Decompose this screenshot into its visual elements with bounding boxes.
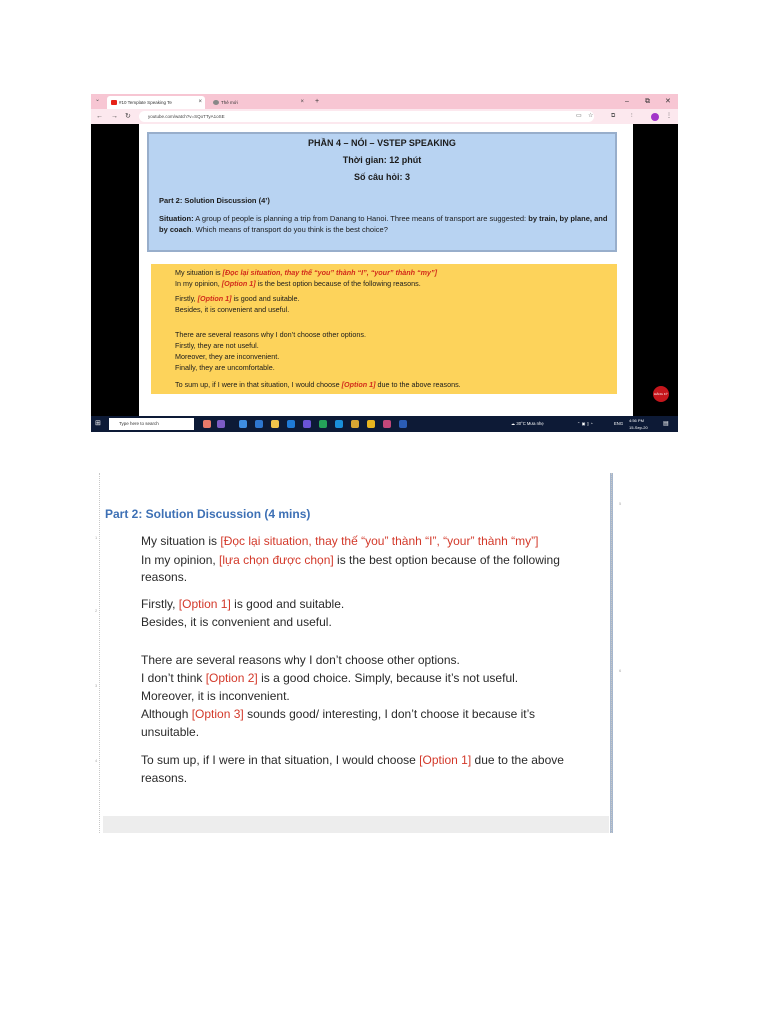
doc-text: is good and suitable. [230, 597, 345, 611]
app-icon[interactable] [383, 420, 391, 428]
right-ruler [611, 473, 623, 833]
taskbar-search-input[interactable]: Type here to search [109, 418, 194, 430]
ruler-mark: 1 [95, 535, 98, 540]
doc-placeholder: [lựa chọn được chọn] [219, 553, 334, 567]
doc-text: I don’t think [141, 671, 206, 685]
doc-text: In my opinion, [141, 553, 220, 567]
task-box [147, 132, 617, 252]
ruler-mark: 5 [619, 501, 622, 506]
doc-text: sounds good/ interesting, I don’t choose it because it’s [243, 707, 536, 721]
doc-line [141, 671, 518, 685]
youtube-icon [111, 100, 117, 105]
answer-line [175, 268, 437, 277]
close-window-button[interactable]: ✕ [665, 98, 671, 105]
tab-search-icon[interactable]: ⌄ [95, 97, 101, 103]
mail-icon[interactable] [287, 420, 295, 428]
doc-line [141, 553, 560, 567]
answer-text: My situation is [175, 268, 223, 277]
clock[interactable] [629, 417, 659, 431]
ruler-mark: 6 [619, 668, 622, 673]
answer-line: There are several reasons why I don’t choose other options. [175, 330, 366, 339]
app-icon[interactable] [255, 420, 263, 428]
word-icon[interactable] [399, 420, 407, 428]
app-icon[interactable] [319, 420, 327, 428]
edge-icon[interactable] [335, 420, 343, 428]
doc-placeholder: [Đọc lại situation, thay thế “you” thành “I”, “your” thành “my”] [220, 534, 539, 548]
install-icon[interactable]: ▭ [576, 113, 582, 119]
forward-icon[interactable]: → [111, 113, 118, 120]
video-player[interactable] [91, 124, 678, 416]
answer-text: is the best option because of the following reasons. [255, 279, 421, 288]
doc-text: due to the above [471, 753, 564, 767]
subscribe-logo[interactable]: ĐĂNG KÝ [653, 386, 669, 402]
doc-text: Although [141, 707, 192, 721]
extensions-icon[interactable]: ⧉ [611, 113, 616, 119]
app-icon[interactable] [239, 420, 247, 428]
weather-icon: ☁ [511, 421, 517, 426]
answer-text: is good and suitable. [231, 294, 300, 303]
close-tab-icon[interactable]: × [198, 99, 202, 105]
browser-screenshot [91, 94, 678, 432]
windows-start-icon[interactable]: ⊞ [95, 420, 101, 427]
situation-text: A group of people is planning a trip from Danang to Hanoi. Three means of transport are suggested: [193, 214, 529, 223]
slide-time: Thời gian: 12 phút [342, 155, 422, 165]
slide-questions: Số câu hỏi: 3 [353, 172, 410, 182]
chrome-icon[interactable] [367, 420, 375, 428]
doc-text: Firstly, [141, 597, 179, 611]
left-ruler [94, 473, 100, 833]
slide-situation [159, 213, 609, 235]
doc-line [141, 707, 535, 721]
doc-placeholder: [Option 3] [191, 707, 244, 721]
answer-placeholder: [Option 1] [341, 380, 376, 389]
answer-template-box [151, 264, 617, 394]
ruler-mark: 3 [95, 683, 98, 688]
answer-placeholder: [Đọc lại situation, thay thế “you” thành “I”, “your” thành “my”] [222, 268, 437, 277]
answer-text: Firstly, [175, 294, 198, 303]
close-tab-icon[interactable]: × [300, 99, 304, 105]
profile-avatar[interactable] [651, 113, 659, 121]
app-icon[interactable] [351, 420, 359, 428]
new-tab-button[interactable]: + [315, 98, 320, 105]
ruler-mark: 2 [95, 608, 98, 613]
slide-title: PHẦN 4 – NÓI – VSTEP SPEAKING [308, 138, 456, 148]
slide-part-heading: Part 2: Solution Discussion (4’) [159, 196, 270, 205]
tab-youtube-label: #10 Template Speaking Te [119, 100, 172, 105]
answer-line [175, 380, 461, 389]
answer-line: Firstly, they are not useful. [175, 341, 259, 350]
tab-new[interactable] [209, 96, 307, 109]
doc-line: Moreover, it is inconvenient. [141, 689, 290, 703]
tab-bar [91, 94, 678, 109]
back-icon[interactable]: ← [96, 113, 103, 120]
doc-line [141, 597, 344, 611]
doc-line [141, 534, 539, 548]
doc-placeholder: [Option 1] [419, 753, 472, 767]
doc-line: unsuitable. [141, 725, 200, 739]
taskbar [91, 416, 678, 432]
answer-line: Finally, they are uncomfortable. [175, 363, 275, 372]
doc-line: reasons. [141, 570, 188, 584]
answer-text: In my opinion, [175, 279, 222, 288]
bookmark-star-icon[interactable]: ☆ [588, 113, 594, 119]
minimize-button[interactable]: – [625, 98, 629, 105]
reload-icon[interactable]: ↻ [125, 113, 131, 120]
app-icon[interactable] [303, 420, 311, 428]
answer-line [175, 279, 421, 288]
weather[interactable] [511, 416, 544, 432]
situation-label: Situation: [159, 214, 194, 223]
doc-text: My situation is [141, 534, 221, 548]
page-bottom-margin [103, 816, 609, 833]
doc-heading: Part 2: Solution Discussion (4 mins) [105, 507, 311, 521]
doc-placeholder: [Option 1] [178, 597, 231, 611]
doc-text: To sum up, if I were in that situation, I would choose [141, 753, 420, 767]
ruler-mark: 4 [95, 758, 98, 763]
answer-line: Moreover, they are inconvenient. [175, 352, 280, 361]
folder-icon[interactable] [271, 420, 279, 428]
answer-text: To sum up, if I were in that situation, I would choose [175, 380, 342, 389]
url-input[interactable]: youtube.com/watch?v=SQoTTyA1oSE [139, 111, 594, 122]
answer-placeholder: [Option 1] [221, 279, 256, 288]
answer-placeholder: [Option 1] [197, 294, 232, 303]
notification-icon[interactable]: ▤ [663, 421, 669, 427]
situation-end: . Which means of transport do you think is the best choice? [191, 225, 388, 234]
answer-text: due to the above reasons. [375, 380, 461, 389]
doc-line [141, 753, 564, 767]
document-screenshot [91, 473, 632, 833]
tab-new-label: Thẻ mới [221, 100, 238, 105]
doc-text: is the best option because of the following [333, 553, 560, 567]
menu-icon[interactable]: ⋮ [666, 113, 672, 119]
clock-time: 4:56 PM [629, 418, 644, 423]
tray-icons[interactable]: ⌃ ▣ ▯ ◔ [577, 421, 593, 426]
app-icon[interactable] [203, 420, 211, 428]
answer-line [175, 294, 300, 303]
address-bar-row [91, 109, 678, 124]
clock-date: 15-Sep-20 [629, 425, 648, 430]
maximize-button[interactable]: ⧉ [645, 98, 650, 105]
slide [139, 124, 633, 416]
doc-line: There are several reasons why I don’t choose other options. [141, 653, 460, 667]
situation-transport: by train, by plane, and by coach [159, 214, 608, 234]
doc-line: Besides, it is convenient and useful. [141, 615, 332, 629]
answer-line: Besides, it is convenient and useful. [175, 305, 290, 314]
tab-youtube[interactable] [107, 96, 205, 109]
doc-text: is a good choice. Simply, because it’s not useful. [257, 671, 519, 685]
app-icon[interactable] [217, 420, 225, 428]
sidepanel-icon[interactable]: ⫶ [631, 113, 633, 119]
weather-text: 30°C Mưa nhẹ [516, 421, 544, 426]
globe-icon [213, 100, 219, 105]
doc-placeholder: [Option 2] [205, 671, 258, 685]
language-indicator[interactable]: ENG [614, 421, 624, 426]
doc-line: reasons. [141, 771, 188, 785]
